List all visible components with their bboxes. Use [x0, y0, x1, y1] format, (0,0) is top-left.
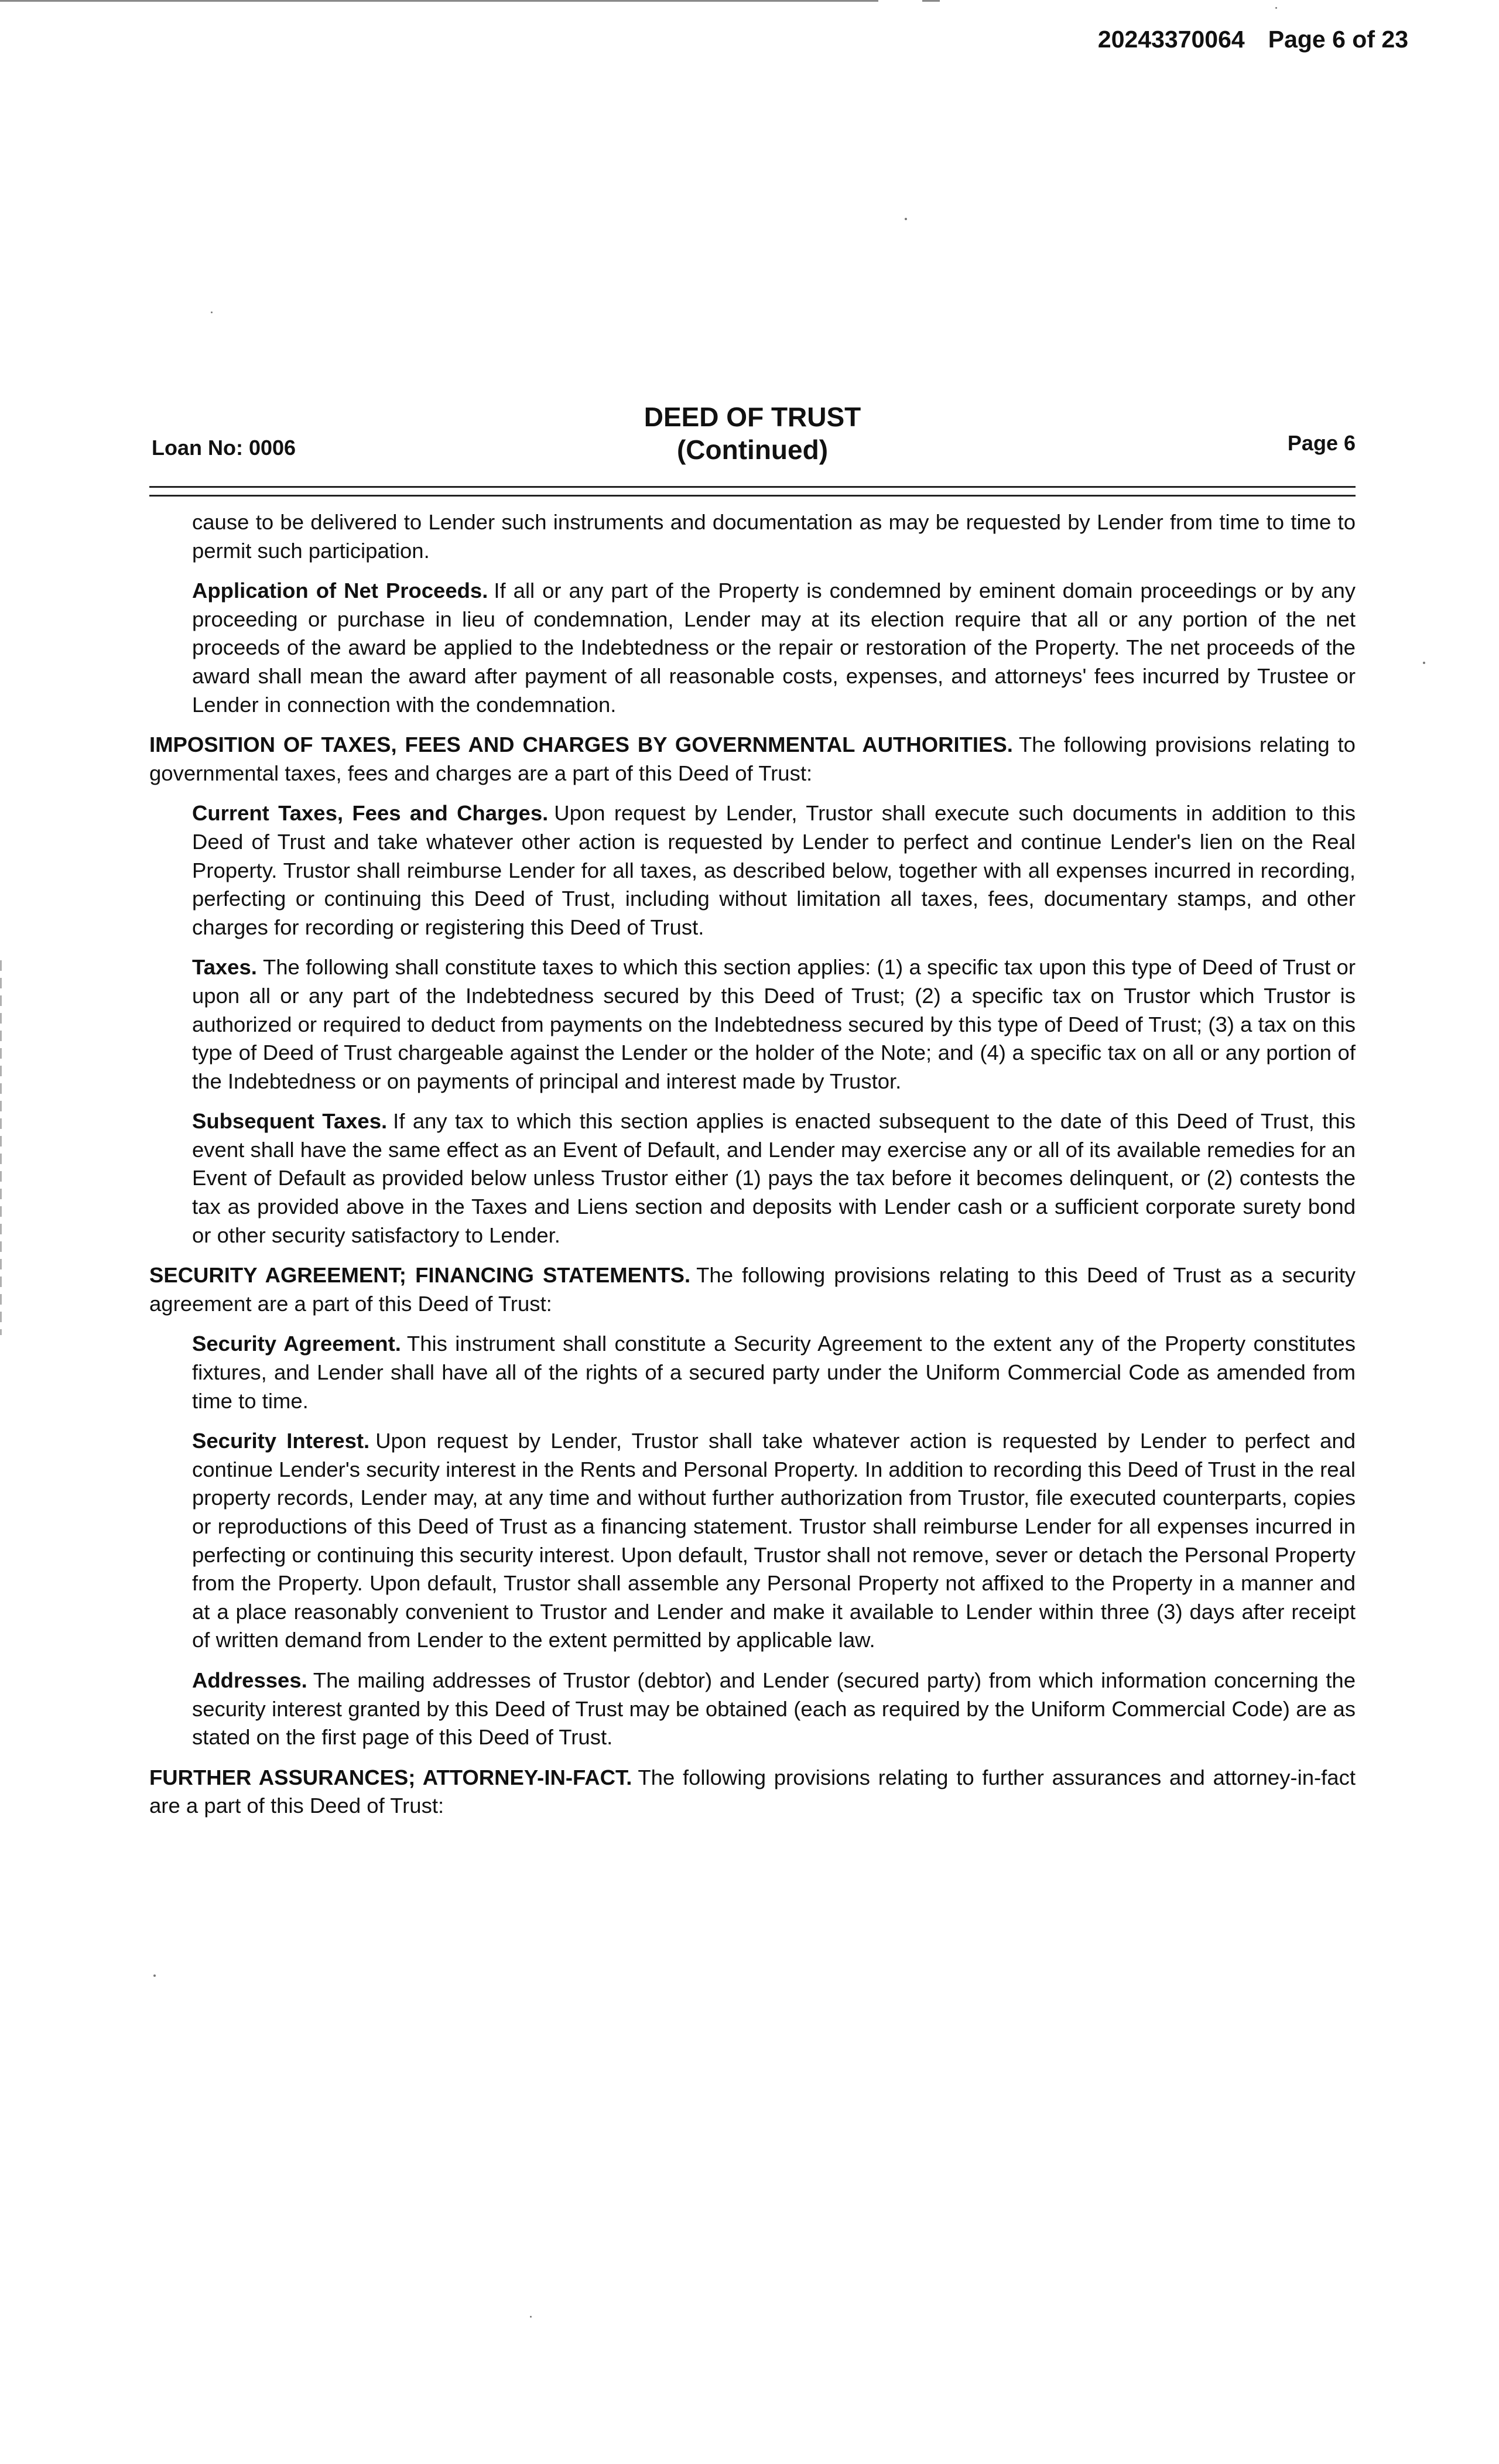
- scan-margin-artifact: [0, 960, 2, 1335]
- security-agreement-section-text: The following provisions relating to this Deed of Trust as a security agreement are a part of this Deed of Trust:: [149, 1263, 1356, 1316]
- security-agreement-text: This instrument shall constitute a Security Agreement to the extent any of the Property constitutes fixtures, and Lender shall have all of the rights of a secured party under the Uniform Commercial Code as amended from time to time.: [192, 1332, 1356, 1413]
- scan-speck: [530, 2316, 532, 2318]
- header-rule-bottom: [149, 495, 1356, 497]
- scan-speck: [905, 218, 907, 220]
- document-body: [149, 508, 1356, 1832]
- current-taxes-heading: Current Taxes, Fees and Charges.: [192, 801, 549, 826]
- further-assurances-paragraph: [149, 1764, 1356, 1820]
- taxes-text: The following shall constitute taxes to which this section applies: (1) a specific tax upon this type of Deed of Trust or upon all or any part of the Indebtedness secured by this Deed of Trust; (2) a specific tax on Trustor which Trustor is authorized or required to deduct from payments on the Indebtedness secured by this type of Deed of Trust; (3) a tax on this type of Deed of Trust chargeable against the Lender or the holder of the Note; and (4) a specific tax on all or any portion of the Indebtedness or on payments of principal and interest made by Trustor.: [192, 955, 1356, 1093]
- net-proceeds-paragraph: [192, 577, 1356, 719]
- addresses-heading: Addresses.: [192, 1668, 307, 1692]
- continuation-paragraph: cause to be delivered to Lender such instruments and documentation as may be requested by Lender from time to time to permit such participation.: [192, 510, 1356, 563]
- imposition-of-taxes-text: The following provisions relating to governmental taxes, fees and charges are a part of this Deed of Trust:: [149, 733, 1356, 785]
- loan-number: Loan No: 0006: [152, 436, 296, 460]
- further-assurances-heading: FURTHER ASSURANCES; ATTORNEY-IN-FACT.: [149, 1765, 632, 1789]
- further-assurances-text: The following provisions relating to further assurances and attorney-in-fact are a part of this Deed of Trust:: [149, 1765, 1356, 1818]
- security-interest-heading: Security Interest.: [192, 1429, 370, 1453]
- taxes-paragraph: [192, 953, 1356, 1096]
- security-interest-text: Upon request by Lender, Trustor shall take whatever action is requested by Lender to perfect and continue Lender's security interest in the Rents and Personal Property. In addition to recording this Deed of Trust in the real property records, Lender may, at any time and without further authorization from Trustor, file executed counterparts, copies or reproductions of this Deed of Trust as a financing statement. Trustor shall reimburse Lender for all expenses incurred in perfecting or continuing this security interest. Upon default, Trustor shall not remove, sever or detach the Personal Property from the Property. Upon default, Trustor shall assemble any Personal Property not affixed to the Property in a manner and at a place reasonably convenient to Trustor and Lender and make it available to Lender within three (3) days after receipt of written demand from Lender to the extent permitted by applicable law.: [192, 1429, 1356, 1652]
- taxes-heading: Taxes.: [192, 955, 257, 980]
- imposition-of-taxes-paragraph: [149, 731, 1356, 788]
- security-agreement-section-heading: SECURITY AGREEMENT; FINANCING STATEMENTS.: [149, 1263, 691, 1288]
- document-subtitle: (Continued): [676, 434, 829, 465]
- scan-top-edge-mark: [922, 0, 940, 2]
- document-title: DEED OF TRUST: [644, 402, 861, 432]
- security-interest-paragraph: [192, 1427, 1356, 1655]
- net-proceeds-heading: Application of Net Proceeds.: [192, 579, 488, 603]
- current-taxes-text: Upon request by Lender, Trustor shall execute such documents in addition to this Deed of Trust and take whatever other action is requested by Lender to perfect and continue Lender's lien on the Real Property. Trustor shall reimburse Lender for all taxes, as described below, together with all expenses incurred in recording, perfecting or continuing this Deed of Trust, including without limitation all taxes, fees, documentary stamps, and other charges for recording or registering this Deed of Trust.: [192, 801, 1356, 939]
- net-proceeds-text: If all or any part of the Property is condemned by eminent domain proceedings or by any proceeding or purchase in lieu of condemnation, Lender may at its election require that all or any portion of the net proceeds of the award be applied to the Indebtedness or the repair or restoration of the Property. The net proceeds of the award shall mean the award after payment of all reasonable costs, expenses, and attorneys' fees incurred by Trustee or Lender in connection with the condemnation.: [192, 579, 1356, 717]
- addresses-text: The mailing addresses of Trustor (debtor) and Lender (secured party) from which information concerning the security interest granted by this Deed of Trust may be obtained (each as required by the Uniform Commercial Code) are as stated on the first page of this Deed of Trust.: [192, 1668, 1356, 1750]
- scan-speck: [153, 1974, 156, 1977]
- subsequent-taxes-text: If any tax to which this section applies is enacted subsequent to the date of this Deed of Trust, this event shall have the same effect as an Event of Default, and Lender may exercise any or all of its available remedies for an Event of Default as provided below unless Trustor either (1) pays the tax before it becomes delinquent, or (2) contests the tax as provided above in the Taxes and Liens section and deposits with Lender cash or a sufficient corporate surety bond or other security satisfactory to Lender.: [192, 1109, 1356, 1247]
- current-taxes-paragraph: [192, 799, 1356, 942]
- document-header: [149, 397, 1356, 468]
- scan-speck: [1423, 662, 1425, 664]
- page-number: Page 6: [1287, 431, 1356, 455]
- security-agreement-heading: Security Agreement.: [192, 1332, 401, 1356]
- security-agreement-paragraph: [192, 1330, 1356, 1415]
- scan-speck: [211, 312, 213, 313]
- subsequent-taxes-heading: Subsequent Taxes.: [192, 1109, 388, 1134]
- header-rule-top: [149, 486, 1356, 488]
- scan-top-edge: [0, 0, 878, 2]
- recording-reference: [1098, 26, 1408, 53]
- subsequent-taxes-paragraph: [192, 1107, 1356, 1250]
- imposition-of-taxes-heading: IMPOSITION OF TAXES, FEES AND CHARGES BY GOVERNMENTAL AUTHORITIES.: [149, 733, 1013, 757]
- recording-page-indicator: Page 6 of 23: [1268, 26, 1408, 53]
- recording-document-number: 20243370064: [1097, 26, 1245, 53]
- scan-speck: [1275, 7, 1277, 9]
- document-title-block: [149, 401, 1356, 466]
- security-agreement-section-paragraph: [149, 1261, 1356, 1318]
- addresses-paragraph: [192, 1666, 1356, 1752]
